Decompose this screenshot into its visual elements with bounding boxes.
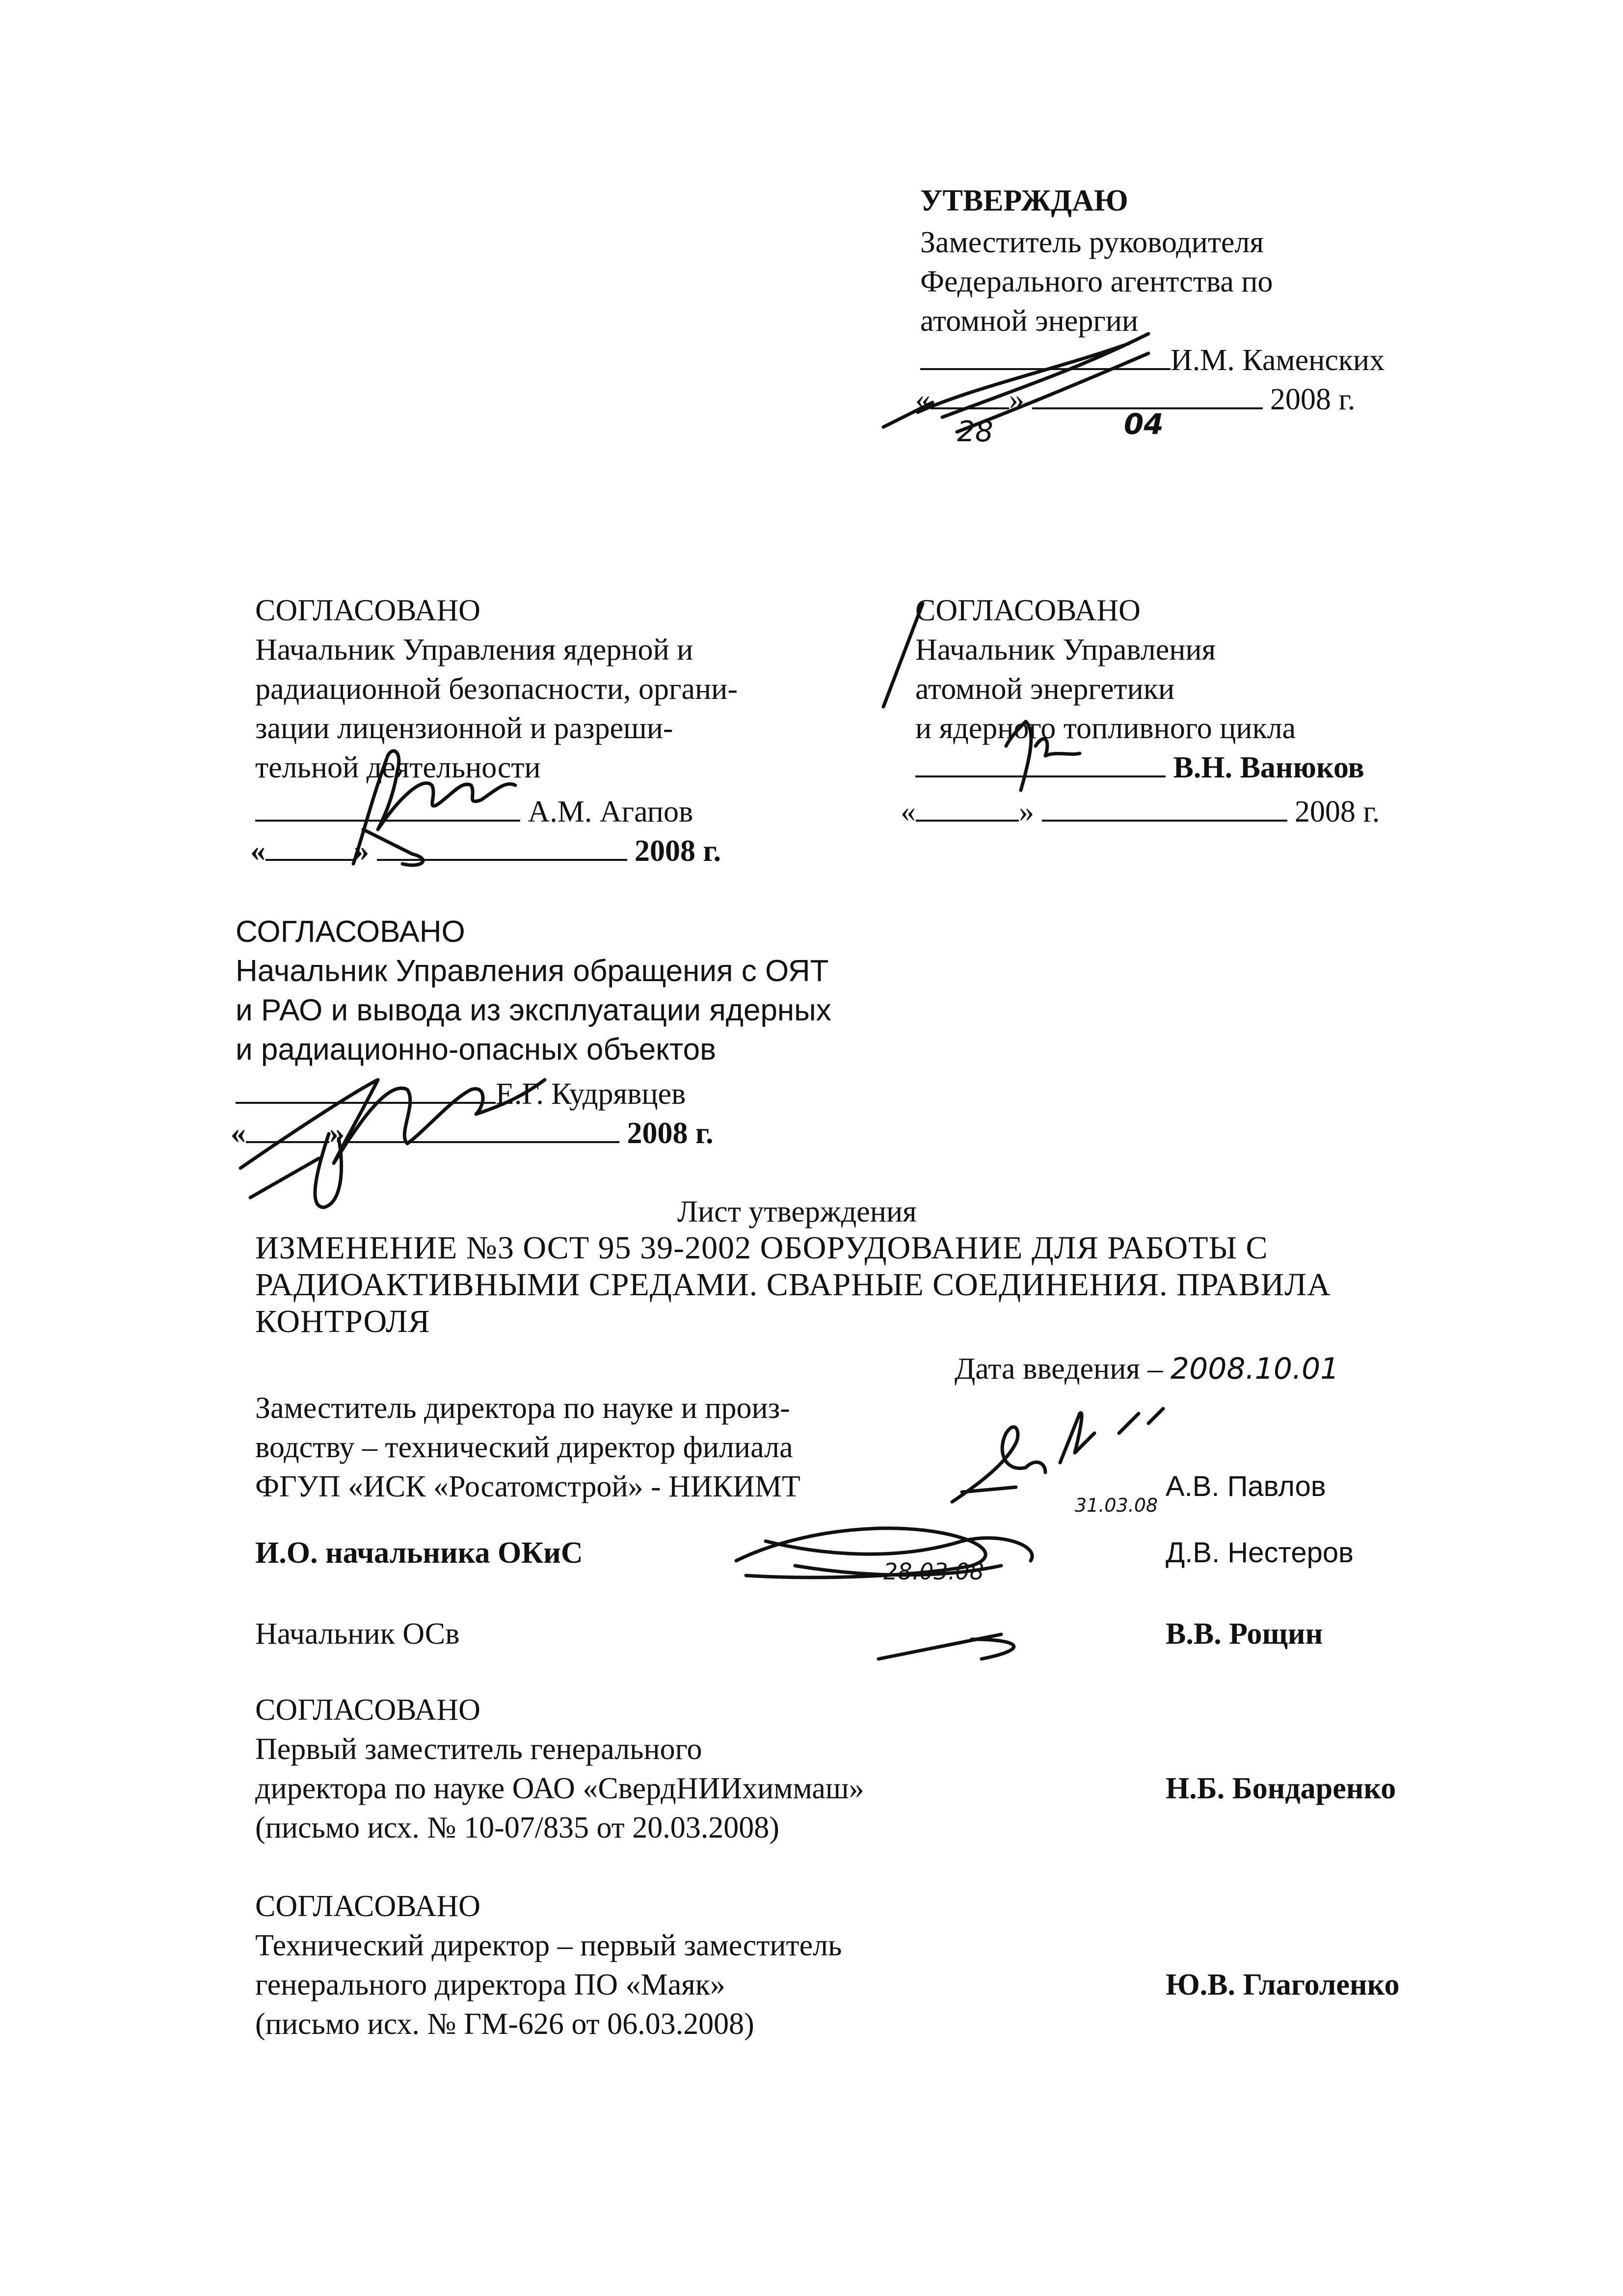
approve-year: 2008 г.	[1270, 383, 1356, 416]
signer-3-signature-icon	[874, 1620, 1040, 1669]
agreed-bottom-2-heading: СОГЛАСОВАНО	[255, 1890, 480, 1923]
agreed-bottom-1-line-2: директора по науке ОАО «СвердНИИхиммаш»	[255, 1772, 864, 1805]
agreed-rao-year: 2008 г.	[627, 1117, 714, 1150]
agreed-right-signature-icon	[874, 594, 1168, 829]
signer-1-signature-icon	[932, 1404, 1188, 1517]
approve-line-3: атомной энергии	[920, 304, 1139, 338]
signer-2-line-1: И.О. начальника ОКиС	[255, 1536, 583, 1570]
signer-2-name: Д.В. Нестеров	[1166, 1537, 1354, 1569]
agreed-rao-line-3: и радиационно-опасных объектов	[236, 1033, 717, 1067]
intro-date-label: Дата введения –	[955, 1352, 1163, 1386]
intro-date	[955, 1347, 1339, 1390]
agreed-bottom-2-line-2: генерального директора ПО «Маяк»	[255, 1968, 725, 2002]
agreed-left-line-4: тельной деятельности	[255, 751, 541, 784]
signer-2-signature-icon	[726, 1512, 1080, 1600]
agreed-right-close-quote: »	[1019, 795, 1034, 828]
agreed-rao-line-2: и РАО и вывода из эксплуатации ядерных	[236, 993, 831, 1027]
agreed-right-line-2: атомной энергетики	[915, 672, 1175, 706]
agreed-left-line-2: радиационной безопасности, органи-	[255, 672, 738, 706]
agreed-left-close-quote: »	[354, 834, 369, 868]
agreed-left-line-3: зации лицензионной и разреши-	[255, 712, 673, 745]
approve-line-2: Федерального агентства по	[920, 265, 1273, 298]
approve-hand-month: 04	[1124, 407, 1164, 441]
agreed-bottom-1-line-3: (письмо исх. № 10-07/835 от 20.03.2008)	[255, 1811, 779, 1844]
sheet-title-line-1: ИЗМЕНЕНИЕ №3 ОСТ 95 39-2002 ОБОРУДОВАНИЕ ДЛЯ РАБОТЫ С	[255, 1230, 1268, 1266]
approve-signature-icon	[874, 314, 1217, 471]
approve-name: И.М. Каменских	[1171, 344, 1385, 377]
agreed-bottom-2-line-3: (письмо исх. № ГМ-626 от 06.03.2008)	[255, 2007, 754, 2041]
agreed-right-line-3: и ядерного топливного цикла	[915, 712, 1296, 745]
signer-1-name: А.В. Павлов	[1166, 1470, 1326, 1502]
signer-3-name: В.В. Рощин	[1166, 1617, 1323, 1651]
agreed-left-name: А.М. Агапов	[528, 795, 693, 828]
signer-1-line-2: водству – технический директор филиала	[255, 1431, 793, 1464]
agreed-rao-heading: СОГЛАСОВАНО	[236, 915, 465, 949]
sheet-title-line-2: РАДИОАКТИВНЫМИ СРЕДАМИ. СВАРНЫЕ СОЕДИНЕНИЯ. ПРАВИЛА	[255, 1267, 1331, 1303]
approve-close-quote: »	[1009, 383, 1024, 416]
signer-1-line-3: ФГУП «ИСК «Росатомстрой» - НИКИМТ	[255, 1470, 800, 1503]
intro-date-hand: 2008.10.01	[1170, 1352, 1339, 1386]
agreed-bottom-2-name: Ю.В. Глаголенко	[1166, 1968, 1400, 2002]
agreed-right-name: В.Н. Ванюков	[1173, 751, 1364, 784]
agreed-rao-signature-icon	[231, 1050, 574, 1217]
agreed-rao-line-1: Начальник Управления обращения с ОЯТ	[236, 954, 829, 988]
agreed-bottom-1-line-1: Первый заместитель генерального	[255, 1733, 702, 1766]
agreed-bottom-1-heading: СОГЛАСОВАНО	[255, 1693, 480, 1727]
agreed-left-year: 2008 г.	[635, 834, 721, 868]
signer-1-hand-date: 31.03.08	[1075, 1495, 1158, 1516]
signer-3-line-1: Начальник ОСв	[255, 1617, 460, 1651]
sheet-label: Лист утверждения	[677, 1195, 917, 1228]
agreed-left-signature-icon	[334, 736, 540, 879]
agreed-left-line-1: Начальник Управления ядерной и	[255, 633, 693, 667]
agreed-left-open-quote: «	[250, 834, 266, 868]
signer-1-line-1: Заместитель директора по науке и произ-	[255, 1391, 790, 1425]
agreed-right-year: 2008 г.	[1295, 795, 1380, 828]
agreed-left-heading: СОГЛАСОВАНО	[255, 594, 480, 627]
agreed-bottom-1-name: Н.Б. Бондаренко	[1166, 1772, 1396, 1805]
signer-2-hand-date: 28.03.08	[883, 1558, 984, 1585]
agreed-right-line-1: Начальник Управления	[915, 633, 1216, 667]
agreed-rao-open-quote: «	[231, 1117, 246, 1150]
agreed-rao-close-quote: »	[329, 1117, 345, 1150]
agreed-right-open-quote: «	[901, 795, 916, 828]
approve-open-quote: «	[915, 383, 931, 416]
approve-line-1: Заместитель руководителя	[920, 226, 1264, 259]
agreed-rao-name: Е.Г. Кудрявцев	[496, 1077, 686, 1111]
sheet-title-line-3: КОНТРОЛЯ	[255, 1304, 430, 1339]
approve-hand-day: 28	[957, 415, 993, 448]
agreed-bottom-2-line-1: Технический директор – первый заместитель	[255, 1929, 842, 1962]
agreed-right-heading: СОГЛАСОВАНО	[915, 594, 1141, 627]
approve-heading: УТВЕРЖДАЮ	[920, 184, 1128, 217]
